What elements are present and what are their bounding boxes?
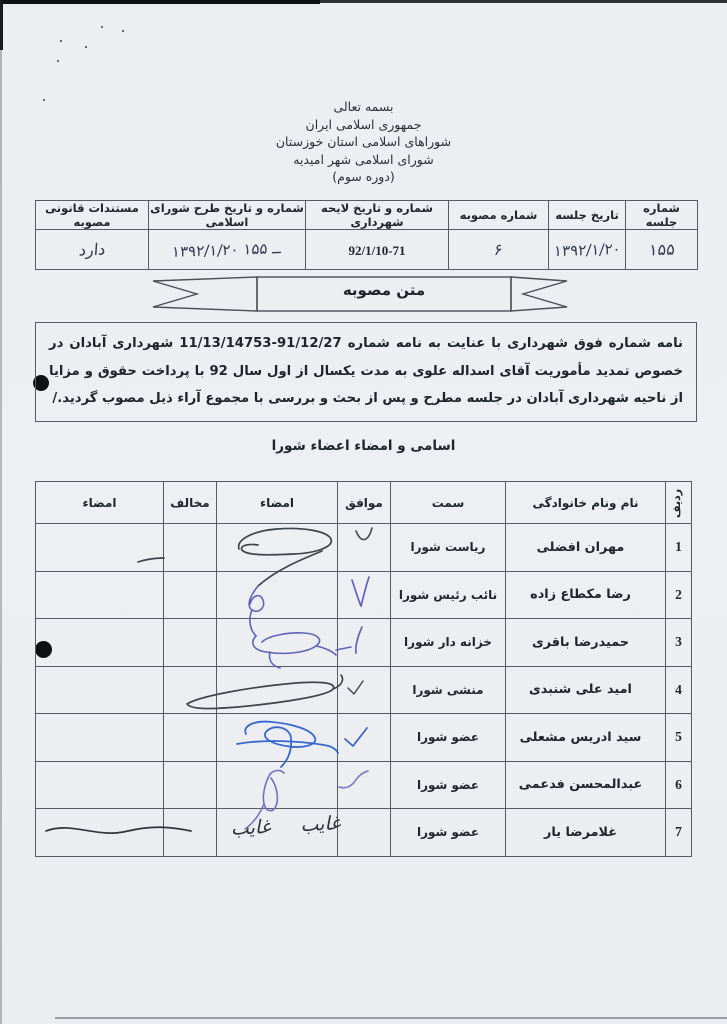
resolution-text-banner xyxy=(152,273,572,315)
col-signature-disagree: امضاء xyxy=(36,482,164,524)
member-row: 3 حمیدرضا باقری خزانه دار شورا xyxy=(36,619,692,667)
header-council-plan: شماره و تاریخ طرح شورای اسلامی xyxy=(150,201,304,229)
signature-cell xyxy=(217,619,338,667)
scan-speck xyxy=(60,40,62,42)
value-session-date: ۱۳۹۲/۱/۲۰ xyxy=(549,230,626,270)
member-row: 1 مهران افضلی ریاست شورا xyxy=(36,524,692,572)
member-row: 7 غلامرضا یار عضو شورا xyxy=(36,809,692,857)
header-session-number: شماره جلسه xyxy=(626,201,698,230)
letterhead-line-province-councils: شوراهای اسلامی استان خوزستان xyxy=(275,134,452,149)
members-table xyxy=(35,481,692,857)
letterhead-line-city-council: شورای اسلامی شهر امیدیه xyxy=(293,151,434,167)
letterhead-line-term: (دوره سوم) xyxy=(332,169,395,184)
agree-cell xyxy=(338,666,391,714)
col-full-name: نام ونام خانوادگی xyxy=(506,482,666,524)
member-row: 4 امید علی شنبدی منشی شورا xyxy=(36,666,692,714)
header-legal-docs: مستندات قانونی مصوبه xyxy=(36,201,149,230)
agree-cell xyxy=(338,524,391,572)
banner-title: متن مصوبه xyxy=(342,281,426,299)
info-header-row xyxy=(36,201,698,230)
scan-speck xyxy=(57,60,59,62)
header-resolution-number: شماره مصوبه xyxy=(449,201,549,230)
agree-cell xyxy=(338,619,391,667)
disagree-cell xyxy=(164,761,217,809)
agree-cell xyxy=(338,571,391,619)
scan-edge-bottom xyxy=(55,1017,727,1019)
col-position: سمت xyxy=(391,482,506,524)
signature-cell xyxy=(217,666,338,714)
scan-speck xyxy=(85,46,87,48)
agree-cell xyxy=(338,761,391,809)
signature-cell xyxy=(36,809,164,857)
value-council-plan: ۱۳۹۲/۱/۲۰ ــ ۱۵۵ xyxy=(149,230,306,270)
col-row-number: ردیف xyxy=(666,482,692,524)
col-signature-agree: امضاء xyxy=(217,482,338,524)
scan-edge-top-dark xyxy=(0,0,320,4)
absent-note: غایب غایب xyxy=(230,812,341,840)
disagree-cell xyxy=(164,714,217,762)
resolution-info-table xyxy=(35,200,698,270)
letterhead-line-basmala: بسمه تعالی xyxy=(333,99,394,114)
signature-cell xyxy=(36,571,164,619)
value-resolution-number: ۶ xyxy=(449,230,549,270)
letterhead-line-republic: جمهوری اسلامی ایران xyxy=(305,116,422,132)
col-disagree: مخالف xyxy=(164,482,217,524)
info-value-row xyxy=(36,230,698,270)
member-row: 2 رضا مکطاع زاده نائب رئیس شورا xyxy=(36,571,692,619)
signature-cell xyxy=(36,524,164,572)
signature-cell xyxy=(217,761,338,809)
header-municipality-bill: شماره و تاریخ لایحه شهرداری xyxy=(306,201,449,230)
resolution-body-box xyxy=(35,322,697,422)
agree-cell xyxy=(338,714,391,762)
signature-cell xyxy=(217,524,338,572)
signature-cell xyxy=(217,714,338,762)
signature-cell xyxy=(36,714,164,762)
member-row: 5 سید ادریس مشعلی عضو شورا xyxy=(36,714,692,762)
col-agree: موافق xyxy=(338,482,391,524)
member-row: 6 عبدالمحسن فدعمی عضو شورا xyxy=(36,761,692,809)
disagree-cell xyxy=(164,571,217,619)
scan-speck xyxy=(122,30,124,32)
value-legal-docs: دارد xyxy=(36,230,149,270)
header-session-date: تاریخ جلسه xyxy=(549,201,626,230)
members-section-title: اسامی و امضاء اعضاء شورا xyxy=(271,438,456,454)
signature-cell xyxy=(217,571,338,619)
disagree-cell xyxy=(164,666,217,714)
signature-cell xyxy=(36,666,164,714)
letterhead xyxy=(0,98,727,186)
scan-speck xyxy=(101,26,103,28)
members-header-row xyxy=(36,482,692,524)
disagree-cell xyxy=(164,524,217,572)
disagree-cell xyxy=(164,619,217,667)
value-municipality-bill: 92/1/10-71 xyxy=(306,230,449,270)
signature-cell xyxy=(36,761,164,809)
signature-cell xyxy=(36,619,164,667)
resolution-body-text: نامه شماره فوق شهرداری با عنایت به نامه شماره 91/12/27-11/13/14753 شهرداری آبادان در خصوص تمدید مأموریت آقای اسداله علوی به مدت یکسال از اول سال 92 با پرداخت حقوق و مزایا از ناحیه شهرداری آبادان در جلسه مطرح و پس از بحث و بررسی با مجموع آراء ذیل مصوب گردید./ xyxy=(49,336,684,406)
value-session-number: ۱۵۵ xyxy=(626,230,698,270)
